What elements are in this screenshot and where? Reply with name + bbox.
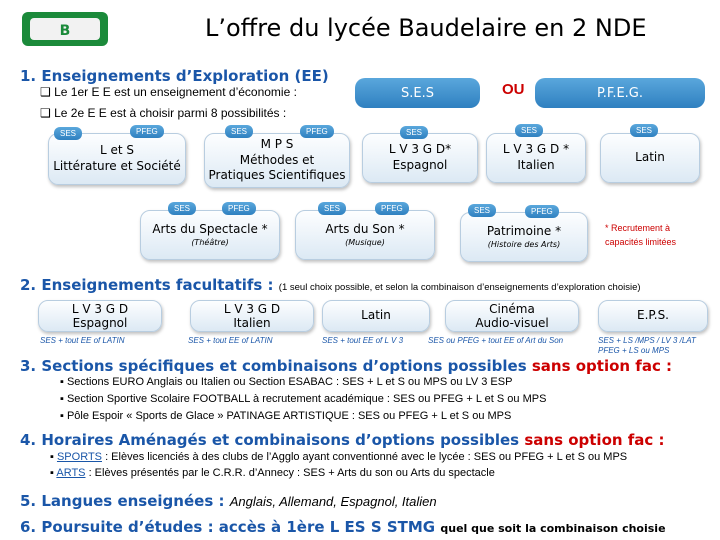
page-title: L’offre du lycée Baudelaire en 2 NDE xyxy=(205,14,647,42)
tag-pfeg: PFEG xyxy=(130,125,164,138)
school-logo-icon xyxy=(20,8,110,50)
list-item: ▪ Pôle Espoir « Sports de Glace » PATINAGE ARTISTIQUE : SES ou PFEG + L et S ou MPS xyxy=(60,410,512,422)
ee-box-patrimoine: Patrimoine * (Histoire des Arts) xyxy=(460,212,588,262)
ee-box-arts-spectacle: Arts du Spectacle * (Théâtre) xyxy=(140,210,280,260)
ee-box-arts-son: Arts du Son * (Musique) xyxy=(295,210,435,260)
tag-pfeg: PFEG xyxy=(375,202,409,215)
ee-box-mps: M P S Méthodes et Pratiques Scientifiques xyxy=(204,133,350,188)
recruitment-note: * Recrutement à capacités limitées xyxy=(605,223,677,247)
tag-ses: SES xyxy=(400,126,428,139)
fac-note: SES + tout EE of LATIN xyxy=(188,336,273,345)
tag-pfeg: PFEG xyxy=(525,205,559,218)
ee1-line: ❑ Le 1er E E est un enseignement d’économie : xyxy=(40,85,297,99)
svg-text:B: B xyxy=(59,23,71,39)
tag-ses: SES xyxy=(515,124,543,137)
section-6-heading: 6. Poursuite d’études : accès à 1ère L ES S STMG quel que soit la combinaison choisie xyxy=(20,518,666,536)
fac-option-lv3-espagnol: L V 3 G D Espagnol xyxy=(38,300,162,332)
ee-box-latin: Latin xyxy=(600,133,700,183)
square-bullet-icon: ▪ xyxy=(60,410,64,422)
section-1-heading: 1. Enseignements d’Exploration (EE) xyxy=(20,67,329,85)
section-2-heading: 2. Enseignements facultatifs : (1 seul choix possible, et selon la combinaison d’enseignements d’exploration choisie) xyxy=(20,276,641,294)
ee2-line: ❑ Le 2e E E est à choisir parmi 8 possibilités : xyxy=(40,106,287,120)
fac-option-eps: E.P.S. xyxy=(598,300,708,332)
fac-option-latin: Latin xyxy=(322,300,430,332)
ee-box-lv3-espagnol: L V 3 G D* Espagnol xyxy=(362,133,478,183)
tag-ses: SES xyxy=(225,125,253,138)
tag-ses: SES xyxy=(54,127,82,140)
tag-ses: SES xyxy=(630,124,658,137)
square-bullet-icon: ▪ xyxy=(50,451,54,463)
ee-box-l-et-s: L et S Littérature et Société xyxy=(48,133,186,185)
list-item: ▪ Sections EURO Anglais ou Italien ou Section ESABAC : SES + L et S ou MPS ou LV 3 ESP xyxy=(60,376,513,388)
fac-note: SES + LS /MPS / LV 3 /LAT PFEG + LS ou MPS xyxy=(598,336,696,355)
fac-note: SES ou PFEG + tout EE of Art du Son xyxy=(428,336,564,345)
section-3-heading: 3. Sections spécifiques et combinaisons d’options possibles sans option fac : xyxy=(20,357,673,375)
ses-box: S.E.S xyxy=(355,78,480,108)
square-bullet-icon: ▪ xyxy=(60,393,64,405)
list-item: ▪ ARTS : Elèves présentés par le C.R.R. d’Annecy : SES + Arts du son ou Arts du spectacle xyxy=(50,467,495,479)
fac-note: SES + tout EE of LATIN xyxy=(40,336,125,345)
section-5-heading: 5. Langues enseignées : Anglais, Allemand, Espagnol, Italien xyxy=(20,492,437,510)
pfeg-box: P.F.E.G. xyxy=(535,78,705,108)
fac-option-cinema: Cinéma Audio-visuel xyxy=(445,300,579,332)
checkbox-bullet-icon: ❑ xyxy=(40,85,51,99)
ee-box-lv3-italien: L V 3 G D * Italien xyxy=(486,133,586,183)
tag-pfeg: PFEG xyxy=(222,202,256,215)
tag-ses: SES xyxy=(168,202,196,215)
tag-pfeg: PFEG xyxy=(300,125,334,138)
tag-ses: SES xyxy=(468,204,496,217)
tag-ses: SES xyxy=(318,202,346,215)
square-bullet-icon: ▪ xyxy=(50,467,54,479)
ou-label: OU xyxy=(502,81,525,98)
section-4-heading: 4. Horaires Aménagés et combinaisons d’options possibles sans option fac : xyxy=(20,431,665,449)
square-bullet-icon: ▪ xyxy=(60,376,64,388)
checkbox-bullet-icon: ❑ xyxy=(40,106,51,120)
list-item: ▪ SPORTS : Elèves licenciés à des clubs de l’Agglo ayant conventionné avec le lycée : SES ou PFEG + L et S ou MPS xyxy=(50,451,628,463)
fac-note: SES + tout EE of L V 3 xyxy=(322,336,404,345)
fac-option-lv3-italien: L V 3 G D Italien xyxy=(190,300,314,332)
list-item: ▪ Section Sportive Scolaire FOOTBALL à recrutement académique : SES ou PFEG + L et S ou MPS xyxy=(60,393,547,405)
